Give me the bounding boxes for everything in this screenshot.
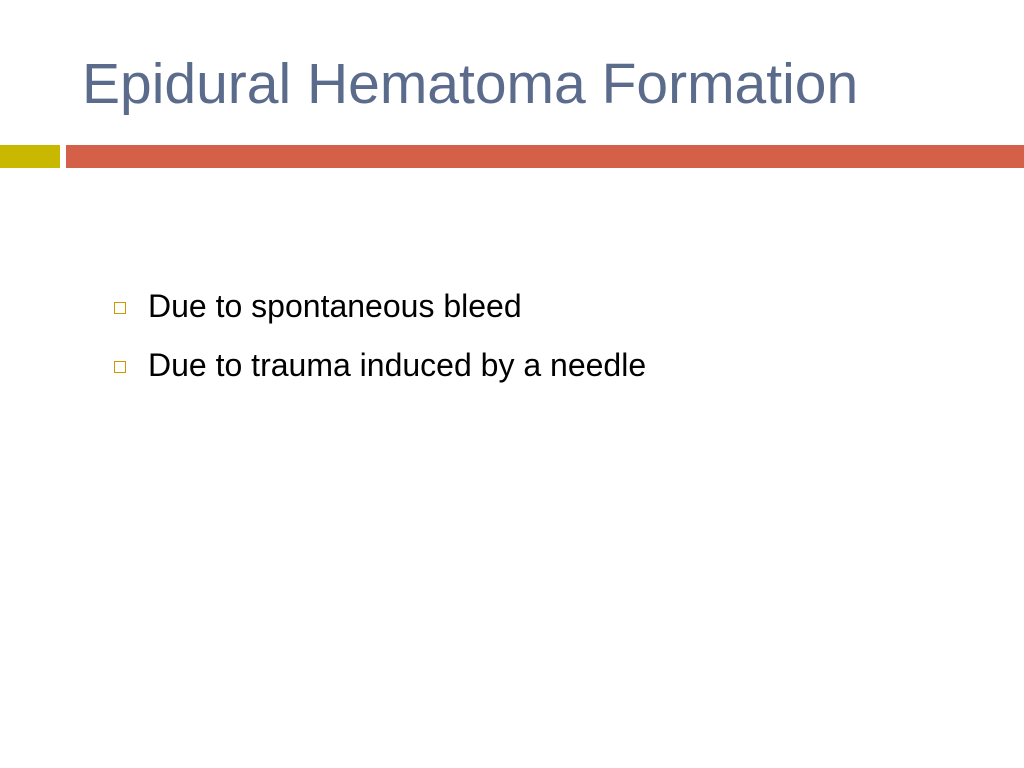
- hollow-square-bullet-icon: [114, 302, 126, 314]
- slide-title: Epidural Hematoma Formation: [82, 52, 859, 116]
- bullet-text: Due to spontaneous bleed: [148, 287, 522, 324]
- bullet-item: [114, 276, 646, 335]
- bullet-text: Due to trauma induced by a needle: [148, 346, 647, 383]
- bullet-list: [114, 276, 646, 394]
- hollow-square-bullet-icon: [114, 361, 126, 373]
- accent-bar-long: [66, 145, 1024, 168]
- accent-bar-short: [0, 145, 60, 168]
- bullet-item: [114, 335, 646, 394]
